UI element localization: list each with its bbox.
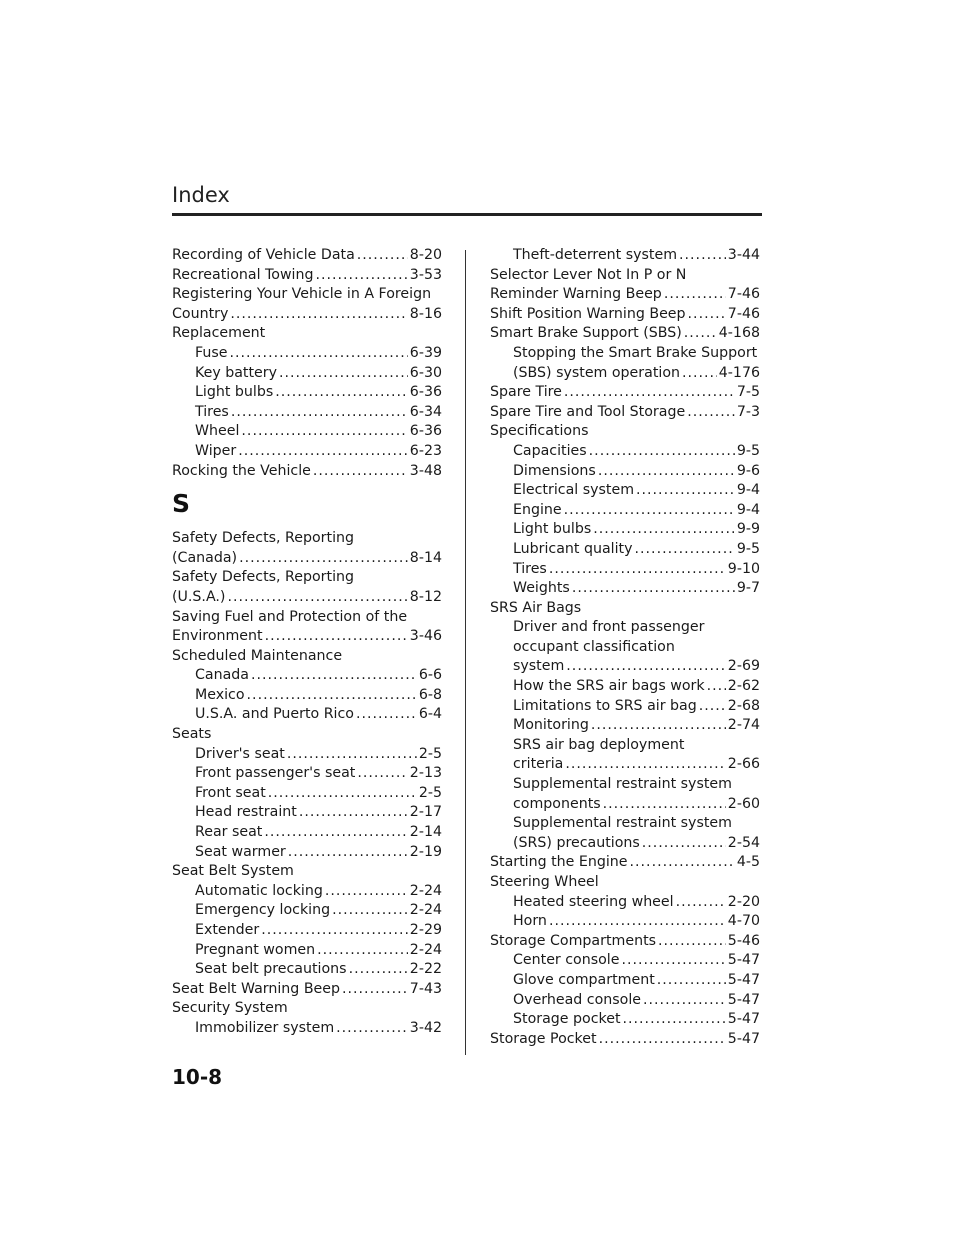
entry-text: Smart Brake Support (SBS) <box>490 325 682 342</box>
entry-text: Wheel <box>195 423 240 440</box>
entry-text: Fuse <box>195 344 228 361</box>
entry-text: Mexico <box>195 686 245 703</box>
dot-leader <box>642 834 726 854</box>
index-entry <box>172 529 442 549</box>
entry-page-ref: 7-5 <box>736 384 760 401</box>
dot-leader <box>241 422 407 442</box>
index-subentry <box>172 764 442 784</box>
entry-text: Tires <box>513 560 547 577</box>
entry-text: Glove compartment <box>513 971 655 988</box>
entry-page-ref: 2-68 <box>727 697 760 714</box>
index-subentry <box>490 442 760 462</box>
entry-text: Supplemental restraint system <box>513 776 732 793</box>
entry-page-ref: 6-36 <box>409 384 442 401</box>
entry-page-ref: 2-74 <box>727 717 760 734</box>
entry-page-ref: 9-10 <box>727 560 760 577</box>
entry-text: Steering Wheel <box>490 874 599 890</box>
index-subentry <box>172 403 442 423</box>
index-subentry <box>490 795 760 815</box>
entry-page-ref: 2-54 <box>727 834 760 851</box>
entry-text: Storage pocket <box>513 1011 621 1028</box>
dot-leader <box>275 383 408 403</box>
dot-leader <box>658 932 726 952</box>
entry-text: Storage Pocket <box>490 1030 597 1047</box>
entry-text: Seat warmer <box>195 843 286 860</box>
index-entry <box>490 422 760 442</box>
entry-text: Pregnant women <box>195 941 316 958</box>
entry-text: (U.S.A.) <box>172 588 226 605</box>
entry-text: Heated steering wheel <box>513 893 674 910</box>
dot-leader <box>287 745 417 765</box>
entry-page-ref: 6-39 <box>409 344 442 361</box>
index-subentry <box>490 697 760 717</box>
dot-leader <box>239 549 408 569</box>
entry-page-ref: 5-47 <box>727 952 760 969</box>
entry-text: Stopping the Smart Brake Support <box>513 344 758 361</box>
entry-text: (SRS) precautions <box>513 834 640 851</box>
entry-page-ref: 2-62 <box>727 678 760 695</box>
entry-page-ref: 2-24 <box>409 941 442 958</box>
entry-page-ref: 4-70 <box>727 913 760 930</box>
index-subentry <box>490 501 760 521</box>
index-entry <box>172 285 442 305</box>
entry-text: Supplemental restraint system <box>513 815 732 832</box>
dot-leader <box>349 960 408 980</box>
entry-page-ref: 2-60 <box>727 795 760 812</box>
index-subentry <box>172 1019 442 1039</box>
index-entry <box>490 403 760 423</box>
dot-leader <box>589 442 735 462</box>
index-subentry <box>172 442 442 462</box>
entry-text: Driver's seat <box>195 745 285 762</box>
index-subentry <box>172 383 442 403</box>
dot-leader <box>657 971 726 991</box>
entry-text: SRS Air Bags <box>490 599 582 616</box>
entry-text: components <box>513 795 601 812</box>
index-entry <box>172 980 442 1000</box>
index-subentry <box>490 736 760 756</box>
entry-text: Electrical system <box>513 482 635 499</box>
entry-text: U.S.A. and Puerto Rico <box>195 706 354 723</box>
entry-page-ref: 8-16 <box>409 305 442 322</box>
index-subentry <box>490 893 760 913</box>
dot-leader <box>247 686 417 706</box>
index-subentry <box>172 422 442 442</box>
index-entry <box>172 324 442 344</box>
index-subentry <box>172 745 442 765</box>
index-entry <box>172 608 442 628</box>
entry-page-ref: 5-47 <box>727 1030 760 1047</box>
entry-page-ref: 9-4 <box>736 501 760 518</box>
entry-page-ref: 2-24 <box>409 902 442 919</box>
entry-page-ref: 3-44 <box>727 247 760 263</box>
header-rule <box>172 213 762 216</box>
dot-leader <box>599 1030 726 1050</box>
index-subentry <box>490 246 760 266</box>
entry-page-ref: 2-22 <box>409 961 442 978</box>
index-subentry <box>490 677 760 697</box>
entry-page-ref: 5-47 <box>727 991 760 1008</box>
index-entry <box>490 853 760 873</box>
index-subentry <box>490 991 760 1011</box>
entry-page-ref: 2-29 <box>409 922 442 938</box>
index-entry <box>490 383 760 403</box>
index-subentry <box>490 618 760 638</box>
dot-leader <box>230 344 408 364</box>
entry-text: Dimensions <box>513 462 596 479</box>
entry-text: Capacities <box>513 442 587 459</box>
dot-leader <box>598 462 735 482</box>
entry-text: system <box>513 658 565 675</box>
index-subentry <box>490 638 760 658</box>
entry-page-ref: 7-46 <box>727 305 760 322</box>
dot-leader <box>227 588 407 608</box>
entry-page-ref: 6-36 <box>409 423 442 440</box>
entry-text: Security System <box>172 1000 288 1017</box>
entry-text: Rear seat <box>195 824 263 841</box>
entry-page-ref: 3-48 <box>409 462 442 479</box>
entry-text: Limitations to SRS air bag <box>513 697 697 714</box>
index-subentry <box>172 364 442 384</box>
entry-page-ref: 9-5 <box>736 540 760 557</box>
entry-page-ref: 7-3 <box>736 403 760 420</box>
entry-page-ref: 6-23 <box>409 442 442 459</box>
dot-leader <box>265 627 408 647</box>
dot-leader <box>635 540 735 560</box>
entry-page-ref: 8-12 <box>409 588 442 605</box>
dot-leader <box>623 1010 726 1030</box>
index-subentry <box>172 705 442 725</box>
index-entry <box>490 266 760 286</box>
entry-text: Seat Belt System <box>172 863 294 880</box>
entry-text: Lubricant quality <box>513 540 633 557</box>
entry-page-ref: 5-47 <box>727 1011 760 1028</box>
dot-leader <box>707 677 726 697</box>
entry-page-ref: 2-69 <box>727 658 760 675</box>
entry-text: Country <box>172 305 229 322</box>
dot-leader <box>336 1019 408 1039</box>
entry-text: (Canada) <box>172 549 238 566</box>
entry-text: Extender <box>195 922 260 938</box>
entry-text: Weights <box>513 580 570 597</box>
index-subentry <box>490 1010 760 1030</box>
index-subentry <box>172 901 442 921</box>
page-title: Index <box>172 183 230 207</box>
entry-text: criteria <box>513 756 564 773</box>
dot-leader <box>549 912 726 932</box>
entry-text: Monitoring <box>513 717 589 734</box>
dot-leader <box>357 764 407 784</box>
index-subentry <box>490 481 760 501</box>
dot-leader <box>332 901 408 921</box>
index-subentry <box>172 666 442 686</box>
entry-text: Light bulbs <box>195 384 274 401</box>
entry-text: occupant classification <box>513 638 675 655</box>
dot-leader <box>264 823 407 843</box>
column-divider <box>465 250 466 1055</box>
entry-page-ref: 7-43 <box>409 980 442 997</box>
entry-text: Overhead console <box>513 991 642 1008</box>
index-column-left <box>172 246 442 1039</box>
dot-leader <box>688 305 726 325</box>
index-subentry <box>172 784 442 804</box>
index-entry <box>172 862 442 882</box>
dot-leader <box>230 305 407 325</box>
dot-leader <box>636 481 735 501</box>
entry-page-ref: 3-53 <box>409 266 442 283</box>
index-entry <box>490 324 760 344</box>
entry-page-ref: 2-17 <box>409 804 442 821</box>
entry-page-ref: 3-46 <box>409 628 442 645</box>
entry-text: How the SRS air bags work <box>513 678 705 695</box>
index-entry <box>172 266 442 286</box>
index-subentry <box>490 971 760 991</box>
entry-text: Center console <box>513 952 620 969</box>
entry-page-ref: 6-4 <box>418 706 442 723</box>
entry-text: Environment <box>172 628 263 645</box>
dot-leader <box>268 784 417 804</box>
entry-text: Light bulbs <box>513 521 592 538</box>
page-number: 10-8 <box>172 1065 223 1089</box>
index-subentry <box>490 755 760 775</box>
entry-text: Front passenger's seat <box>195 765 356 782</box>
entry-text: Reminder Warning Beep <box>490 286 662 303</box>
entry-text: Spare Tire and Tool Storage <box>490 403 686 420</box>
dot-leader <box>591 716 726 736</box>
dot-leader <box>679 246 726 266</box>
index-entry <box>490 873 760 893</box>
index-entry <box>172 549 442 569</box>
entry-text: Spare Tire <box>490 384 562 401</box>
entry-page-ref: 2-24 <box>409 882 442 899</box>
index-subentry <box>172 686 442 706</box>
dot-leader <box>238 442 408 462</box>
dot-leader <box>682 364 717 384</box>
index-entry <box>490 285 760 305</box>
dot-leader <box>317 941 408 961</box>
index-entry <box>172 999 442 1019</box>
entry-page-ref: 9-5 <box>736 442 760 459</box>
dot-leader <box>288 843 408 863</box>
entry-text: Tires <box>195 403 229 420</box>
index-entry <box>490 305 760 325</box>
index-subentry <box>490 912 760 932</box>
entry-page-ref: 7-46 <box>727 286 760 303</box>
index-entry <box>490 1030 760 1050</box>
entry-page-ref: 2-66 <box>727 756 760 773</box>
dot-leader <box>549 560 726 580</box>
index-subentry <box>172 882 442 902</box>
entry-text: Registering Your Vehicle in A Foreign <box>172 286 432 303</box>
entry-page-ref: 2-13 <box>409 765 442 782</box>
dot-leader <box>687 403 735 423</box>
entry-page-ref: 8-14 <box>409 549 442 566</box>
dot-leader <box>566 657 726 677</box>
dot-leader <box>676 893 726 913</box>
dot-leader <box>603 795 726 815</box>
index-subentry <box>490 520 760 540</box>
index-subentry <box>490 344 760 364</box>
entry-text: Immobilizer system <box>195 1019 335 1036</box>
entry-text: Scheduled Maintenance <box>172 647 343 664</box>
index-subentry <box>490 540 760 560</box>
dot-leader <box>325 882 408 902</box>
entry-text: Driver and front passenger <box>513 619 705 636</box>
entry-text: Key battery <box>195 364 278 381</box>
entry-page-ref: 3-42 <box>409 1019 442 1036</box>
dot-leader <box>279 364 408 384</box>
dot-leader <box>342 980 408 1000</box>
entry-text: Recording of Vehicle Data <box>172 247 355 263</box>
entry-text: Head restraint <box>195 804 297 821</box>
index-subentry <box>172 921 442 941</box>
dot-leader <box>593 520 735 540</box>
entry-text: Seat Belt Warning Beep <box>172 980 341 997</box>
entry-page-ref: 2-5 <box>418 745 442 762</box>
dot-leader <box>699 697 726 717</box>
entry-page-ref: 2-20 <box>727 893 760 910</box>
entry-text: Selector Lever Not In P or N <box>490 266 687 283</box>
dot-leader <box>572 579 735 599</box>
dot-leader <box>565 755 725 775</box>
index-column-right <box>490 246 760 1049</box>
index-subentry <box>490 716 760 736</box>
entry-text: (SBS) system operation <box>513 364 680 381</box>
entry-text: Automatic locking <box>195 882 323 899</box>
entry-page-ref: 6-30 <box>409 364 442 381</box>
entry-page-ref: 4-5 <box>736 854 760 871</box>
index-subentry <box>172 823 442 843</box>
index-subentry <box>172 843 442 863</box>
index-entry <box>172 725 442 745</box>
index-entry <box>172 568 442 588</box>
entry-text: Seat belt precautions <box>195 961 347 978</box>
dot-leader <box>564 501 735 521</box>
dot-leader <box>231 403 408 423</box>
index-subentry <box>490 462 760 482</box>
entry-page-ref: 9-9 <box>736 521 760 538</box>
index-subentry <box>172 803 442 823</box>
entry-text: Specifications <box>490 423 589 440</box>
index-subentry <box>172 941 442 961</box>
index-subentry <box>172 344 442 364</box>
entry-text: SRS air bag deployment <box>513 736 685 753</box>
dot-leader <box>621 951 725 971</box>
entry-page-ref: 2-14 <box>409 824 442 841</box>
entry-page-ref: 8-20 <box>409 247 442 263</box>
entry-page-ref: 2-19 <box>409 843 442 860</box>
dot-leader <box>261 921 408 941</box>
entry-text: Starting the Engine <box>490 854 628 871</box>
entry-text: Seats <box>172 726 212 743</box>
entry-text: Saving Fuel and Protection of the <box>172 608 408 625</box>
index-subentry <box>490 951 760 971</box>
index-entry <box>172 305 442 325</box>
entry-page-ref: 2-5 <box>418 784 442 801</box>
index-subentry <box>490 560 760 580</box>
entry-text: Engine <box>513 501 562 518</box>
index-subentry <box>172 960 442 980</box>
index-subentry <box>490 834 760 854</box>
entry-text: Recreational Towing <box>172 266 314 283</box>
dot-leader <box>313 462 408 482</box>
index-entry <box>172 627 442 647</box>
index-entry <box>172 647 442 667</box>
index-entry <box>172 462 442 482</box>
entry-page-ref: 5-46 <box>727 932 760 949</box>
entry-text: Canada <box>195 667 249 684</box>
dot-leader <box>664 285 726 305</box>
index-subentry <box>490 364 760 384</box>
index-entry <box>490 932 760 952</box>
entry-page-ref: 4-176 <box>718 364 760 381</box>
dot-leader <box>643 991 726 1011</box>
entry-text: Rocking the Vehicle <box>172 462 311 479</box>
dot-leader <box>630 853 735 873</box>
index-entry <box>490 599 760 619</box>
dot-leader <box>316 266 408 286</box>
dot-leader <box>684 324 717 344</box>
entry-page-ref: 6-34 <box>409 403 442 420</box>
entry-text: Front seat <box>195 784 266 801</box>
index-subentry <box>490 775 760 795</box>
entry-page-ref: 9-7 <box>736 580 760 597</box>
index-entry <box>172 246 442 266</box>
entry-page-ref: 5-47 <box>727 971 760 988</box>
entry-text: Shift Position Warning Beep <box>490 305 686 322</box>
index-subentry <box>490 579 760 599</box>
entry-page-ref: 9-4 <box>736 482 760 499</box>
index-subentry <box>490 814 760 834</box>
entry-text: Safety Defects, Reporting <box>172 530 355 547</box>
dot-leader <box>564 383 735 403</box>
entry-text: Wiper <box>195 442 237 459</box>
entry-text: Horn <box>513 913 547 930</box>
dot-leader <box>356 705 417 725</box>
dot-leader <box>299 803 408 823</box>
entry-page-ref: 6-6 <box>418 667 442 684</box>
entry-text: Storage Compartments <box>490 932 657 949</box>
dot-leader <box>357 246 408 266</box>
section-letter: S <box>172 489 191 519</box>
entry-text: Replacement <box>172 325 266 342</box>
entry-text: Emergency locking <box>195 902 331 919</box>
entry-page-ref: 6-8 <box>418 686 442 703</box>
entry-text: Safety Defects, Reporting <box>172 569 355 586</box>
entry-page-ref: 9-6 <box>736 462 760 479</box>
index-entry <box>172 588 442 608</box>
dot-leader <box>251 666 417 686</box>
entry-text: Theft-deterrent system <box>513 247 678 263</box>
entry-page-ref: 4-168 <box>718 325 760 342</box>
index-subentry <box>490 657 760 677</box>
